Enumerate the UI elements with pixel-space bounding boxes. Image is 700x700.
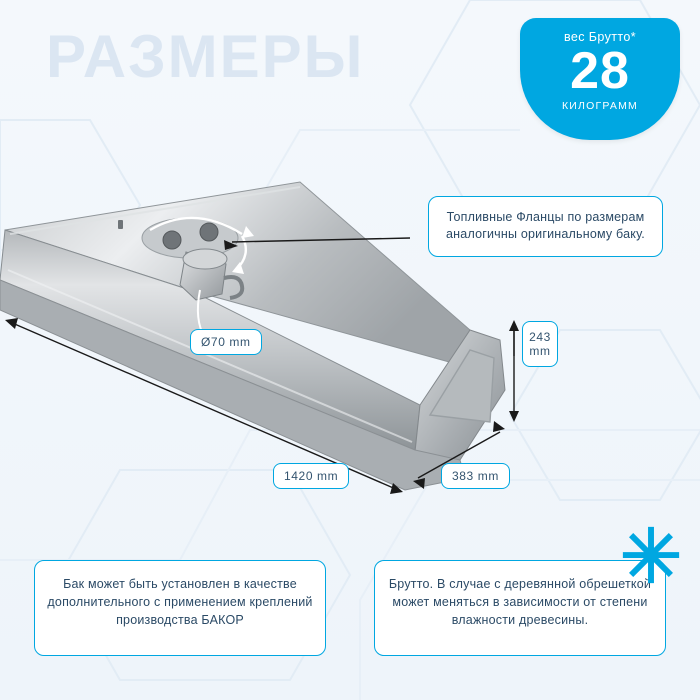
callout-fuel-flanges: Топливные Фланцы по размерам аналогичны оригинальному баку.: [428, 196, 663, 257]
badge-top-label: вес Брутто*: [564, 30, 636, 44]
badge-unit: КИЛОГРАММ: [561, 100, 638, 112]
page-title: РАЗМЕРЫ: [46, 23, 365, 90]
dimension-height-unit: mm: [529, 344, 551, 358]
dimension-height-value: 243: [529, 330, 551, 344]
dimension-height: [522, 321, 558, 367]
dimension-length: 1420 mm: [273, 463, 349, 489]
note-installation: Бак может быть установлен в качестве дополнительного с применением креплений производства БАКОР: [34, 560, 326, 656]
gross-weight-badge: [520, 18, 680, 140]
dimension-depth: 383 mm: [441, 463, 510, 489]
asterisk-icon: ✳: [619, 515, 682, 598]
note-gross-weight: Брутто. В случае с деревянной обрешеткой может меняться в зависимости от степени влажности древесины.: [374, 560, 666, 656]
badge-value: 28: [570, 42, 630, 100]
dimension-diameter: Ø70 mm: [190, 329, 262, 355]
